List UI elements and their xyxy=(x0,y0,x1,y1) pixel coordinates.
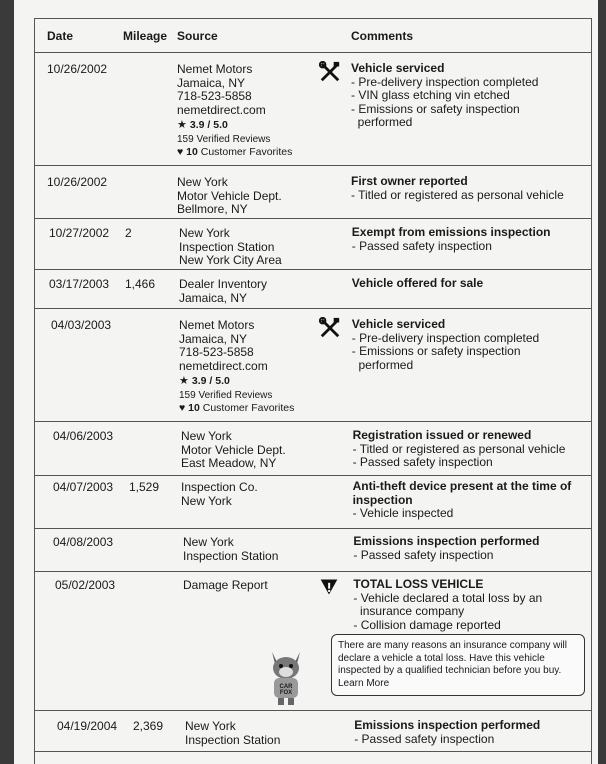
mileage-cell: 1,466 xyxy=(125,277,156,291)
comment-item: - Passed safety inspection xyxy=(351,238,492,253)
comments-cell xyxy=(351,62,587,130)
comment-title: Registration issued or renewed xyxy=(352,428,532,442)
comments-header: Comments xyxy=(351,29,414,43)
comment-title: Vehicle serviced xyxy=(351,317,446,331)
comments-cell xyxy=(353,480,589,521)
source-line: Inspection Station xyxy=(185,732,281,747)
wrench-screwdriver-icon xyxy=(319,61,341,83)
comment-title: Exempt from emissions inspection xyxy=(351,225,551,239)
rating-value: 3.9 / 5.0 xyxy=(189,119,228,131)
comment-title: Emissions inspection performed xyxy=(354,718,541,732)
date-cell: 10/26/2002 xyxy=(47,62,108,76)
source-line: Nemet Motors xyxy=(177,62,253,76)
mileage-cell: 1,529 xyxy=(129,480,160,494)
comment-item: performed xyxy=(351,115,413,129)
source-line: Motor Vehicle Dept. xyxy=(177,188,282,203)
comment-item: performed xyxy=(351,357,414,372)
source-cell xyxy=(183,536,278,563)
history-row xyxy=(35,572,591,711)
carfox-mascot-icon xyxy=(260,644,312,706)
source-line: New York xyxy=(181,493,232,508)
comment-item: - Vehicle inspected xyxy=(352,506,454,520)
history-row xyxy=(35,53,591,166)
comments-cell xyxy=(353,429,589,470)
history-row xyxy=(35,529,591,572)
comment-title: Vehicle serviced xyxy=(351,61,445,75)
source-cell xyxy=(179,319,294,416)
comments-cell xyxy=(352,318,588,372)
source-cell xyxy=(183,579,268,593)
comments-cell xyxy=(352,277,588,291)
star-icon: ★ xyxy=(179,375,192,387)
source-line: 718-523-5858 xyxy=(179,345,254,359)
comment-item: - Pre-delivery inspection completed xyxy=(351,330,540,345)
comment-item: - Vehicle declared a total loss by an xyxy=(353,590,543,605)
history-row xyxy=(35,711,591,752)
source-line: Bellmore, NY xyxy=(177,202,248,216)
favorites xyxy=(177,146,292,160)
rating-value: 3.9 / 5.0 xyxy=(191,375,230,387)
source-line: Jamaica, NY xyxy=(177,75,246,90)
comment-item: insurance company xyxy=(353,604,465,618)
source-cell xyxy=(177,176,282,217)
source-line: New York xyxy=(177,175,228,189)
history-row xyxy=(35,422,591,476)
comment-title: Emissions inspection performed xyxy=(353,534,540,548)
date-cell: 04/08/2003 xyxy=(53,535,114,549)
comments-cell xyxy=(353,578,589,632)
comment-item: - Collision damage reported xyxy=(353,617,501,632)
history-row xyxy=(35,476,591,529)
comment-item: - Titled or registered as personal vehicle xyxy=(352,441,566,456)
source-line: Inspection Station xyxy=(183,548,279,563)
source-line: Inspection Station xyxy=(179,239,275,254)
comment-title: Anti-theft device present at the time of inspection xyxy=(352,479,572,507)
date-cell: 04/07/2003 xyxy=(53,480,114,494)
history-row xyxy=(35,309,591,422)
favorites-count: 10 xyxy=(188,402,200,414)
reviews-link[interactable]: 159 Verified Reviews xyxy=(177,133,271,145)
history-row xyxy=(35,270,591,309)
source-line: New York xyxy=(179,226,230,240)
date-cell: 03/17/2003 xyxy=(49,277,110,291)
star-icon: ★ xyxy=(177,119,190,131)
source-line: Motor Vehicle Dept. xyxy=(181,442,286,457)
rating xyxy=(179,375,294,389)
source-line: New York xyxy=(181,429,232,443)
source-line: New York City Area xyxy=(179,253,282,267)
source-line: nemetdirect.com xyxy=(177,102,266,117)
favorites-count: 10 xyxy=(186,146,198,158)
comment-item: - Emissions or safety inspection xyxy=(351,101,520,116)
source-cell xyxy=(181,481,258,508)
reviews-link[interactable]: 159 Verified Reviews xyxy=(179,389,273,401)
comments-cell xyxy=(353,535,589,562)
rating xyxy=(177,119,292,133)
source-cell xyxy=(179,227,282,268)
note-text: There are many reasons an insurance company will declare a vehicle a total loss. Have this vehicle inspected by a qualified technician before you buy. xyxy=(338,640,567,676)
history-row xyxy=(35,219,591,270)
learn-more-link[interactable]: Learn More xyxy=(338,677,390,689)
source-line: Damage Report xyxy=(183,578,268,592)
source-line: nemetdirect.com xyxy=(179,358,268,373)
date-cell: 10/26/2002 xyxy=(47,175,108,189)
comment-title: First owner reported xyxy=(351,174,468,188)
source-line: Inspection Co. xyxy=(181,480,258,494)
mileage-cell: 2,369 xyxy=(133,719,164,733)
comment-item: - Emissions or safety inspection xyxy=(351,344,521,358)
table-header xyxy=(35,19,591,53)
source-cell xyxy=(179,278,267,305)
favorites-label: Customer Favorites xyxy=(199,402,295,414)
source-line: East Meadow, NY xyxy=(181,456,277,470)
wrench-screwdriver-icon xyxy=(319,317,341,339)
source-line: Dealer Inventory xyxy=(179,277,268,291)
heart-icon: ♥ xyxy=(177,146,187,158)
favorites-label: Customer Favorites xyxy=(197,146,293,158)
mileage-cell: 2 xyxy=(125,226,132,240)
comment-item: - Pre-delivery inspection completed xyxy=(351,74,539,89)
favorites xyxy=(179,402,294,416)
source-line: New York xyxy=(183,535,234,549)
source-line: Jamaica, NY xyxy=(179,331,248,346)
source-header: Source xyxy=(177,29,218,43)
source-line: New York xyxy=(185,719,236,733)
history-row xyxy=(35,166,591,219)
source-line: Nemet Motors xyxy=(179,318,255,332)
comment-title: TOTAL LOSS VEHICLE xyxy=(353,577,484,591)
warning-icon xyxy=(319,577,341,599)
comments-cell xyxy=(351,175,587,202)
source-cell xyxy=(177,63,292,160)
source-line: 718-523-5858 xyxy=(177,89,252,103)
date-cell: 05/02/2003 xyxy=(55,578,116,592)
date-cell: 04/06/2003 xyxy=(53,429,114,443)
date-cell: 04/03/2003 xyxy=(51,318,112,332)
comments-cell xyxy=(354,719,590,746)
date-header: Date xyxy=(47,29,74,43)
source-cell xyxy=(185,720,280,747)
comments-cell xyxy=(352,226,588,253)
vehicle-history-table xyxy=(34,18,592,764)
comment-item: - Passed safety inspection xyxy=(354,731,495,746)
source-line: Jamaica, NY xyxy=(179,290,248,305)
heart-icon: ♥ xyxy=(179,402,189,414)
comment-item: - Passed safety inspection xyxy=(352,455,493,469)
source-cell xyxy=(181,430,286,471)
date-cell: 10/27/2002 xyxy=(49,226,110,240)
total-loss-note xyxy=(331,634,585,696)
scanned-page xyxy=(14,0,598,764)
comment-title: Vehicle offered for sale xyxy=(351,276,484,290)
mileage-header: Mileage xyxy=(123,29,168,43)
date-cell: 04/19/2004 xyxy=(57,719,118,733)
comment-item: - Titled or registered as personal vehicle xyxy=(351,187,564,202)
comment-item: - VIN glass etching vin etched xyxy=(351,88,510,102)
mascot-label: CAR FOX xyxy=(279,684,293,696)
comment-item: - Passed safety inspection xyxy=(353,547,494,562)
